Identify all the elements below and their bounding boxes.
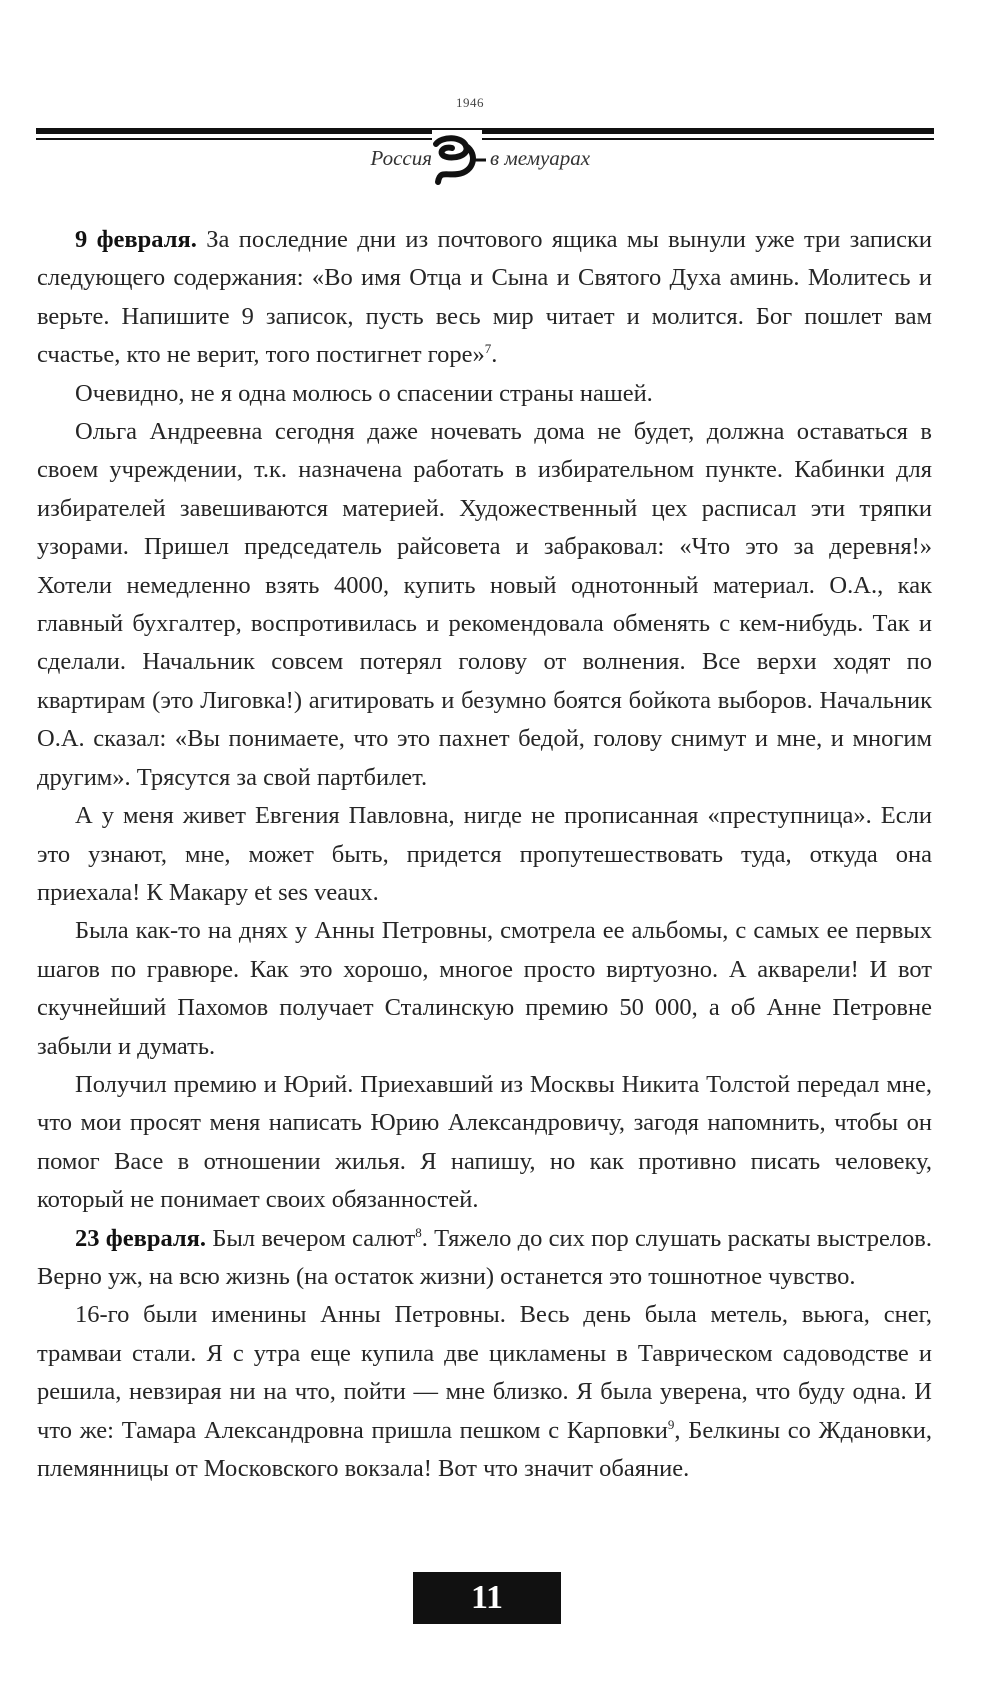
paragraph [37,413,932,797]
paragraph [37,1296,932,1488]
paragraph-text: 16-го были именины Анны Петровны. Весь день была метель, вьюга, снег, трамваи стали. Я с утра еще купила две цикламены в Таврическом садоводстве и решила, невзирая ни на что, пойти — мне близко. Я была уверена, что буду одна. И что же: Тамара Александровна пришла пешком с Карповки [37,1301,932,1444]
paragraph-text: Ольга Андреевна сегодня даже ночевать дома не будет, должна оставаться в своем учреждении, т.к. назначена работать в избирательном пункте. Кабинки для избирателей завешиваются материей. Художественный цех расписал эти тряпки узорами. Пришел председатель райсовета и забраковал: «Что это за деревня!» Хотели немедленно взять 4000, купить новый однотонный материал. О.А., как главный бухгалтер, воспротивилась и рекомендовала обменять с кем-нибудь. Так и сделали. Начальник совсем потерял голову от волнения. Все верхи ходят по квартирам (это Лиговка!) агитировать и безумно боятся бойкота выборов. Начальник О.А. сказал: «Вы понимаете, что это пахнет бедой, голову снимут и мне, и многим другим». Трясутся за свой партбилет. [37,418,932,791]
series-title-left: Россия [370,146,432,170]
paragraph [37,912,932,1066]
paragraph-tail: . [491,341,498,369]
paragraph-text: Был вечером салют [206,1224,416,1252]
footnote-ref: 7 [484,341,492,357]
paragraph [37,1220,932,1297]
main-text [37,221,932,1488]
running-head-year: 1946 [456,95,484,110]
paragraph-text: А у меня живет Евгения Павловна, нигде не прописанная «преступница». Если это узнают, мне, может быть, придется пропутешествовать туда, откуда она приехала! К Макару et ses veaux. [37,802,932,906]
paragraph-tail: . Тяжело до сих пор слушать раскаты выстрелов. Верно уж, на всю жизнь (на остаток жизни) останется это тошнотное чувство. [37,1224,932,1290]
paragraph [37,221,932,375]
paragraph-text: За последние дни из почтового ящика мы вынули уже три записки следующего содержания: «Во имя Отца и Сына и Святого Духа аминь. Молитесь и верьте. Напишите 9 записок, пусть весь мир читает и молится. Бог пошлет вам счастье, кто не верит, того постигнет горе» [37,226,933,369]
paragraph [37,1066,932,1220]
footnote-ref: 9 [667,1416,675,1432]
paragraph-text: Очевидно, не я одна молюсь о спасении страны нашей. [75,379,653,407]
series-title-right: в мемуарах [490,146,591,170]
entry-date: 23 февраля. [75,1224,207,1252]
paragraph-text: Была как-то на днях у Анны Петровны, смотрела ее альбомы, с самых ее первых шагов по гравюре. Как это хорошо, многое просто виртуозно. А акварели! И вот скучнейший Пахомов получает Сталинскую премию 50 000, а об Анне Петровне забыли и думать. [37,917,932,1060]
paragraph-text: Получил премию и Юрий. Приехавший из Москвы Никита Толстой передал мне, что мои просят меня написать Юрию Александровичу, загодя напомнить, чтобы он помог Васе в отношении жилья. Я напишу, но как противно писать человеку, который не понимает своих обязанностей. [37,1070,932,1214]
paragraph [37,797,932,912]
entry-date: 9 февраля. [75,226,197,253]
paragraph-tail: , Белкины со Ждановки, племянницы от Московского вокзала! Вот что значит обаяние. [37,1416,932,1482]
paragraph [37,375,932,413]
page-number: 11 [470,1579,504,1616]
footnote-ref: 8 [415,1224,422,1240]
ornamental-swirl-icon [422,130,492,192]
